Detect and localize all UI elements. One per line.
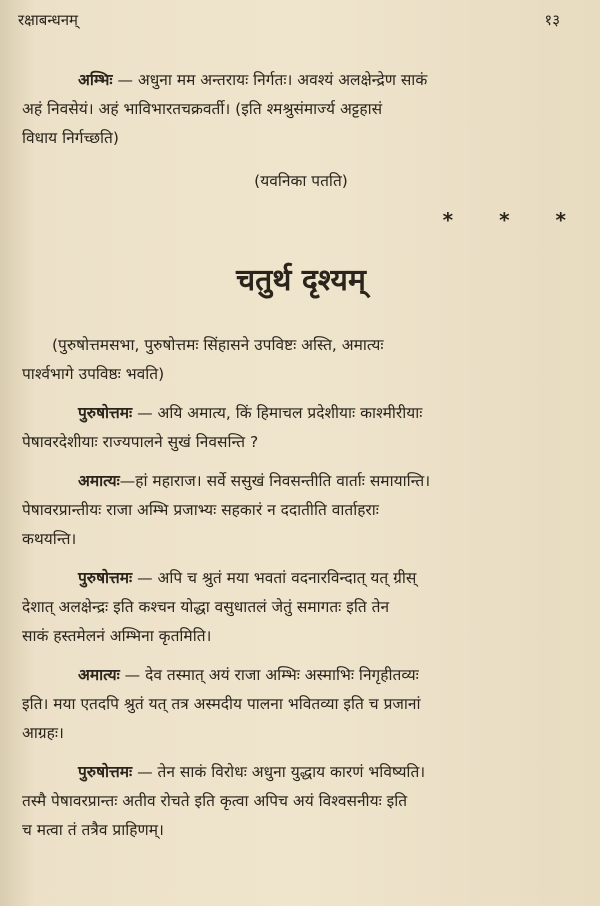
dialogue-line: च मत्वा तं तत्रैव प्राहिणम्।: [22, 821, 164, 839]
speaker-name: पुरुषोत्तमः: [78, 404, 133, 422]
dialogue-line: अहं निवसेयं। अहं भाविभारतचक्रवर्ती। (इति श्मश्रुसंमार्ज्य अट्टहासं: [22, 100, 383, 118]
dialogue-line: कथयन्ति।: [22, 530, 77, 548]
star-glyph: *: [555, 208, 566, 232]
dialogue-purushottam-2: [22, 564, 580, 651]
star-glyph: *: [499, 208, 510, 232]
dialogue-line: तस्मै पेषावरप्रान्तः अतीव रोचते इति कृत्वा अपिच अयं विश्वसनीयः इति: [22, 792, 408, 810]
dialogue-purushottam-1: [22, 399, 580, 457]
speaker-name: अम्भिः: [78, 71, 113, 89]
dialogue-line: साकं हस्तमेलनं अम्भिना कृतमिति।: [22, 627, 212, 645]
speaker-name: पुरुषोत्तमः: [78, 569, 133, 587]
speaker-name: अमात्यः: [78, 666, 120, 684]
dialogue-line: —हां महाराज। सर्वे ससुखं निवसन्तीति वार्ताः समायान्ति।: [119, 472, 431, 490]
main-text: [22, 66, 580, 845]
dialogue-line: इति। मया एतदपि श्रुतं यत् तत्र अस्मदीय पालना भवितव्या इति च प्रजानां: [22, 695, 421, 713]
stage-line: पार्श्वभागे उपविष्ठः भवति): [22, 365, 165, 383]
speaker-name: पुरुषोत्तमः: [78, 763, 133, 781]
dialogue-line: — तेन साकं विरोधः अधुना युद्धाय कारणं भविष्यति।: [132, 763, 426, 781]
scene-heading: चतुर्थ दृश्यम्: [236, 263, 366, 298]
star-glyph: *: [442, 208, 454, 232]
dialogue-line: विधाय निर्गच्छति): [22, 129, 119, 147]
dialogue-purushottam-3: [22, 758, 580, 845]
dialogue-line: — अयि अमात्य, किं हिमाचल प्रदेशीयाः काश्मीरीयाः: [132, 404, 423, 422]
dialogue-line: पेषावरदेशीयाः राज्यपालने सुखं निवसन्ति ?: [22, 433, 259, 451]
dialogue-ambhi-exit: [22, 66, 580, 153]
dialogue-amatya-2: [22, 661, 580, 748]
dialogue-line: देशात् अलक्षेन्द्रः इति कश्चन योद्धा वसुधातलं जेतुं समागतः इति तेन: [22, 598, 390, 616]
running-header: [18, 10, 560, 30]
dialogue-amatya-1: [22, 467, 580, 554]
dialogue-line: पेषावरप्रान्तीयः राजा अम्भि प्रजाभ्यः सहकारं न ददातीति वार्ताहराः: [22, 501, 379, 519]
stage-direction-court: [22, 331, 580, 389]
dialogue-line: — अपि च श्रुतं मया भवतां वदनारविन्दात् यत् ग्रीस्: [132, 569, 417, 587]
running-title: रक्षाबन्धनम्: [18, 11, 79, 29]
dialogue-line: आग्रहः।: [22, 724, 64, 742]
stage-direction-curtain: (यवनिका पतति): [254, 172, 348, 190]
dialogue-line: — देव तस्मात् अयं राजा अम्भिः अस्माभिः निगृहीतव्यः: [119, 666, 419, 684]
page-number: १३: [544, 11, 560, 29]
section-divider: [22, 206, 566, 235]
dialogue-line: — अधुना मम अन्तरायः निर्गतः। अवश्यं अलक्षेन्द्रेण साकं: [112, 71, 428, 89]
stage-line: (पुरुषोत्तमसभा, पुरुषोत्तमः सिंहासने उपविष्टः अस्ति, अमात्यः: [52, 336, 384, 354]
speaker-name: अमात्यः: [78, 472, 120, 490]
